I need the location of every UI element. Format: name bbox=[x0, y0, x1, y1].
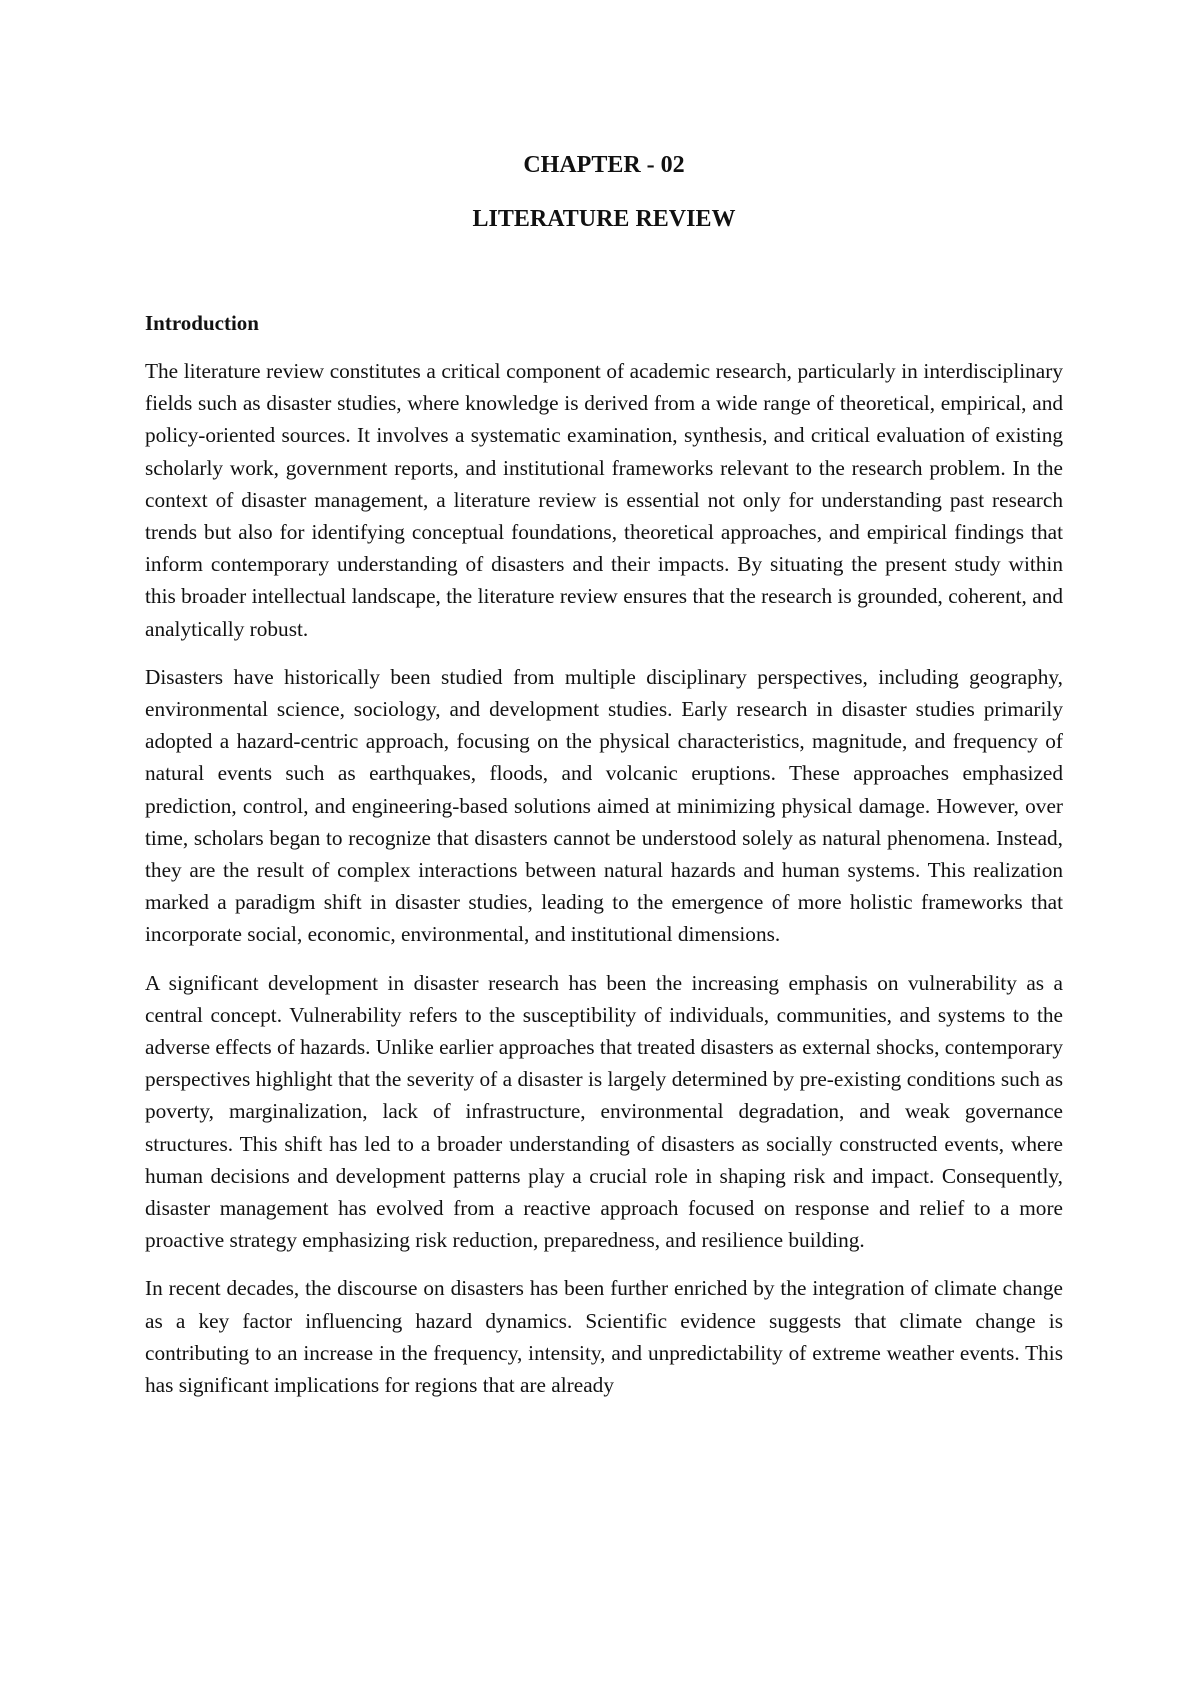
chapter-title: LITERATURE REVIEW bbox=[472, 206, 736, 232]
chapter-number: CHAPTER - 02 bbox=[523, 152, 685, 178]
paragraph-1: The literature review constitutes a critical component of academic research, particularly in interdisciplinary fields such as disaster studies, where knowledge is derived from a wide range of theoretical, empirical, and policy-oriented sources. It involves a systematic examination, synthesis, and critical evaluation of existing scholarly work, government reports, and institutional frameworks relevant to the research problem. In the context of disaster management, a literature review is essential not only for understanding past research trends but also for identifying conceptual foundations, theoretical approaches, and empirical findings that inform contemporary understanding of disasters and their impacts. By situating the present study within this broader intellectual landscape, the literature review ensures that the research is grounded, coherent, and analytically robust. bbox=[145, 359, 1063, 641]
body-text bbox=[145, 355, 1063, 1417]
paragraph-4: In recent decades, the discourse on disasters has been further enriched by the integration of climate change as a key factor influencing hazard dynamics. Scientific evidence suggests that climate change is contributing to an increase in the frequency, intensity, and unpredictability of extreme weather events. This has significant implications for regions that are already bbox=[145, 1276, 1063, 1398]
paragraph-2: Disasters have historically been studied from multiple disciplinary perspectives, including geography, environmental science, sociology, and development studies. Early research in disaster studies primarily adopted a hazard-centric approach, focusing on the physical characteristics, magnitude, and frequency of natural events such as earthquakes, floods, and volcanic eruptions. These approaches emphasized prediction, control, and engineering-based solutions aimed at minimizing physical damage. However, over time, scholars began to recognize that disasters cannot be understood solely as natural phenomena. Instead, they are the result of complex interactions between natural hazards and human systems. This realization marked a paradigm shift in disaster studies, leading to the emergence of more holistic frameworks that incorporate social, economic, environmental, and institutional dimensions. bbox=[145, 664, 1063, 947]
section-heading-introduction: Introduction bbox=[145, 311, 259, 335]
paragraph-3: A significant development in disaster research has been the increasing emphasis on vulnerability as a central concept. Vulnerability refers to the susceptibility of individuals, communities, and systems to the adverse effects of hazards. Unlike earlier approaches that treated disasters as external shocks, contemporary perspectives highlight that the severity of a disaster is largely determined by pre-existing conditions such as poverty, marginalization, lack of infrastructure, environmental degradation, and weak governance structures. This shift has led to a broader understanding of disasters as socially constructed events, where human decisions and development patterns play a crucial role in shaping risk and impact. Consequently, disaster management has evolved from a reactive approach focused on response and relief to a more proactive strategy emphasizing risk reduction, preparedness, and resilience building. bbox=[145, 970, 1063, 1253]
